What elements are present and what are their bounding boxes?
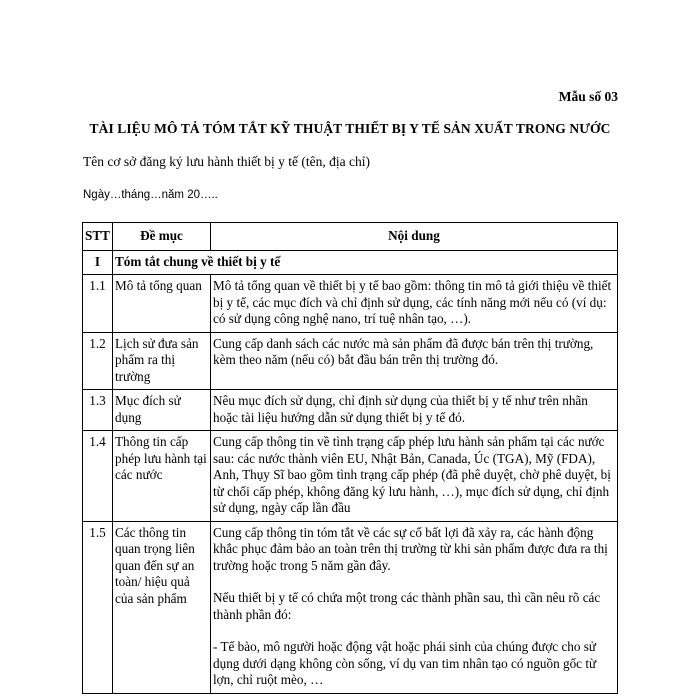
row-number: 1.3 [83,390,113,431]
form-number: Mẫu số 03 [558,89,618,104]
row-topic: Mô tả tổng quan [113,275,211,333]
row-content [211,390,618,431]
row-content [211,275,618,333]
table-header-row [83,223,618,251]
content-paragraph: Cung cấp danh sách các nước mà sản phẩm đã được bán trên thị trường, kèm theo năm (nếu có) bắt đầu bán trên thị trường đó. [213,335,594,367]
document-title: TÀI LIỆU MÔ TẢ TÓM TẮT KỸ THUẬT THIẾT BỊ Y TẾ SẢN XUẤT TRONG NƯỚC [89,121,611,136]
row-number: 1.5 [83,521,113,693]
content-paragraph: Cung cấp thông tin tóm tắt về các sự cố bất lợi đã xảy ra, các hành động khắc phục đảm bảo an toàn trên thị trường từ khi sản phẩm được đưa ra thị trường hoặc trong 5 năm gần đây. [213,524,608,573]
table-row [83,521,618,693]
row-topic: Thông tin cấp phép lưu hành tại các nước [113,431,211,522]
header-stt: STT [83,223,113,251]
row-content [211,521,618,693]
table-row [83,390,618,431]
section-row [83,250,618,275]
table-row [83,431,618,522]
header-topic: Đề mục [113,223,211,251]
facility-line: Tên cơ sở đăng ký lưu hành thiết bị y tế (tên, địa chỉ) [83,154,371,169]
date-line: Ngày…tháng…năm 20….. [83,189,218,201]
table-row [83,332,618,390]
content-paragraph: - Tế bào, mô người hoặc động vật hoặc phái sinh của chúng được cho sử dụng dưới dạng không còn sống, ví dụ van tim nhân tạo có nguồn gốc từ lợn, chỉ ruột mèo, … [213,639,597,687]
row-number: 1.2 [83,332,113,390]
content-paragraph: Nêu mục đích sử dụng, chỉ định sử dụng của thiết bị y tế như trên nhãn hoặc tài liệu hướng dẫn sử dụng thiết bị y tế đó. [213,393,588,425]
header-content: Nội dung [211,223,618,251]
section-title: Tóm tắt chung về thiết bị y tế [113,250,618,275]
row-content [211,431,618,522]
row-topic: Mục đích sử dụng [113,390,211,431]
row-topic: Các thông tin quan trọng liên quan đến sự an toàn/ hiệu quả của sản phẩm [113,521,211,693]
row-content [211,332,618,390]
spec-table [82,222,618,694]
row-number: 1.4 [83,431,113,522]
row-number: 1.1 [83,275,113,333]
content-paragraph: Mô tả tổng quan về thiết bị y tế bao gồm: thông tin mô tả giới thiệu về thiết bị y tế, các mục đích và chỉ định sử dụng, các tính năng mới nếu có (ví dụ: có sử dụng công nghệ nano, trí tuệ nhân tạo, …). [213,278,612,326]
content-paragraph: Cung cấp thông tin về tình trạng cấp phép lưu hành sản phẩm tại các nước sau: các nước thành viên EU, Nhật Bản, Canada, Úc (TGA), Mỹ (FDA), Anh, Thụy Sĩ bao gồm tình trạng cấp phép (đã phê duyệt, chờ phê duyệt, bị từ chối cấp phép, không đăng ký lưu hành, …), mục đích sử dụng, chỉ định sử dụng, ngày cấp lần đầu [213,434,611,515]
content-paragraph: Nếu thiết bị y tế có chứa một trong các thành phần sau, thì cần nêu rõ các thành phần đó: [213,590,601,622]
table-row [83,275,618,333]
section-number: I [83,250,113,275]
row-topic: Lịch sử đưa sản phẩm ra thị trường [113,332,211,390]
